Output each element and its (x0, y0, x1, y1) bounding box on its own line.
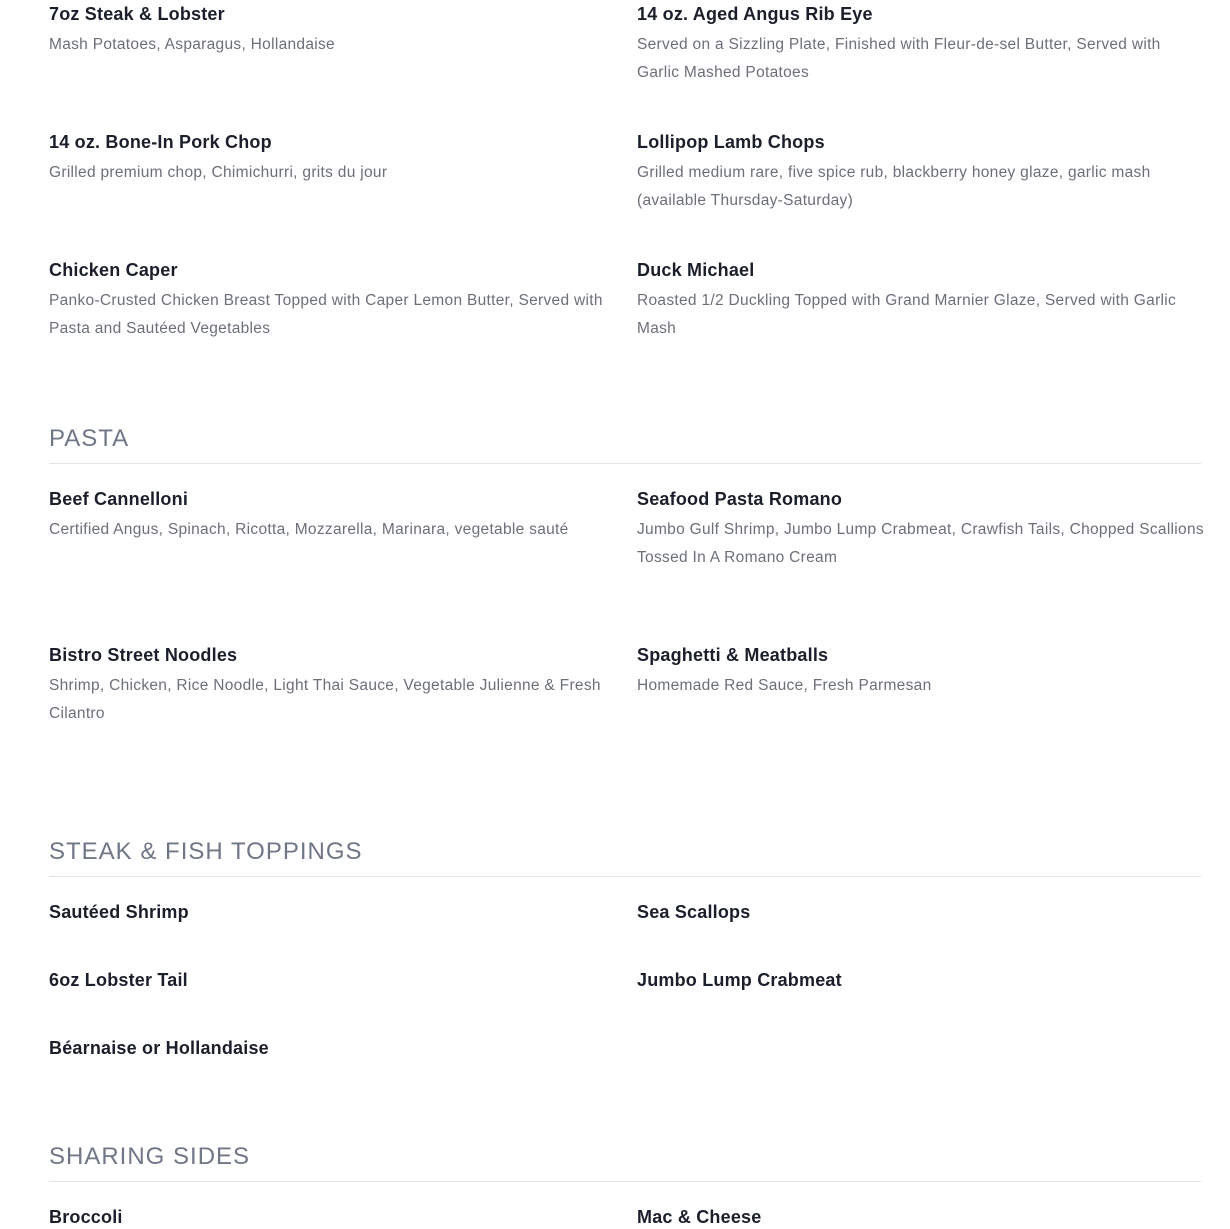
menu-item-description: Panko-Crusted Chicken Breast Topped with Caper Lemon Butter, Served with Pasta and Sautéed Vegetables (49, 292, 603, 337)
menu-item-title: Spaghetti & Meatballs (637, 645, 829, 665)
menu-item (49, 1205, 609, 1229)
menu-item-description: Certified Angus, Spinach, Ricotta, Mozzarella, Marinara, vegetable sauté (49, 521, 569, 538)
section-pasta (49, 424, 1201, 464)
section-sides (49, 1142, 1201, 1182)
menu-item-title: 6oz Lobster Tail (49, 970, 188, 990)
menu-item (49, 643, 609, 728)
menu-item (637, 2, 1197, 87)
menu-item-description: Grilled premium chop, Chimichurri, grits du jour (49, 164, 388, 181)
menu-item-description: Grilled medium rare, five spice rub, blackberry honey glaze, garlic mash (available Thursday-Saturday) (637, 164, 1151, 209)
menu-item-title: Beef Cannelloni (49, 489, 189, 509)
menu-item (637, 968, 1197, 992)
menu-item (49, 968, 609, 992)
menu-item (49, 900, 609, 924)
menu-item (637, 643, 1197, 700)
menu-item-description: Shrimp, Chicken, Rice Noodle, Light Thai Sauce, Vegetable Julienne & Fresh Cilantro (49, 677, 601, 722)
section-heading: PASTA (49, 425, 130, 452)
menu-item-title: 14 oz. Aged Angus Rib Eye (637, 4, 873, 24)
menu-item (637, 130, 1197, 215)
menu-item-description: Homemade Red Sauce, Fresh Parmesan (637, 677, 932, 694)
menu-item-title: Lollipop Lamb Chops (637, 132, 825, 152)
menu-item (637, 900, 1197, 924)
menu-item (637, 258, 1197, 343)
menu-item (49, 258, 609, 343)
menu-item-title: Jumbo Lump Crabmeat (637, 970, 842, 990)
menu-item-description: Served on a Sizzling Plate, Finished with Fleur-de-sel Butter, Served with Garlic Mashed Potatoes (637, 36, 1161, 81)
menu-item (49, 2, 609, 59)
menu-item-title: Chicken Caper (49, 260, 178, 280)
section-divider (49, 876, 1201, 877)
section-divider (49, 1181, 1201, 1182)
menu-item-title: Seafood Pasta Romano (637, 489, 843, 509)
menu-item (49, 130, 609, 187)
menu-item-title: Béarnaise or Hollandaise (49, 1038, 269, 1058)
menu-item-title: Sea Scallops (637, 902, 751, 922)
menu-item (637, 1205, 1197, 1229)
menu-item-title: 7oz Steak & Lobster (49, 4, 225, 24)
menu-item-title: Bistro Street Noodles (49, 645, 238, 665)
menu-item (637, 487, 1207, 572)
section-heading: SHARING SIDES (49, 1143, 251, 1170)
section-toppings (49, 837, 1201, 877)
menu-item-description: Mash Potatoes, Asparagus, Hollandaise (49, 36, 335, 53)
menu-item-description: Jumbo Gulf Shrimp, Jumbo Lump Crabmeat, Crawfish Tails, Chopped Scallions Tossed In A Romano Cream (637, 521, 1204, 566)
section-heading: STEAK & FISH TOPPINGS (49, 838, 363, 865)
menu-item-title: Broccoli (49, 1207, 123, 1227)
menu-item (49, 1036, 609, 1060)
menu-item-title: 14 oz. Bone-In Pork Chop (49, 132, 272, 152)
menu-item-title: Sautéed Shrimp (49, 902, 189, 922)
menu-item-title: Mac & Cheese (637, 1207, 762, 1227)
section-divider (49, 463, 1201, 464)
menu-item (49, 487, 609, 544)
menu-item-title: Duck Michael (637, 260, 755, 280)
menu-item-description: Roasted 1/2 Duckling Topped with Grand Marnier Glaze, Served with Garlic Mash (637, 292, 1177, 337)
